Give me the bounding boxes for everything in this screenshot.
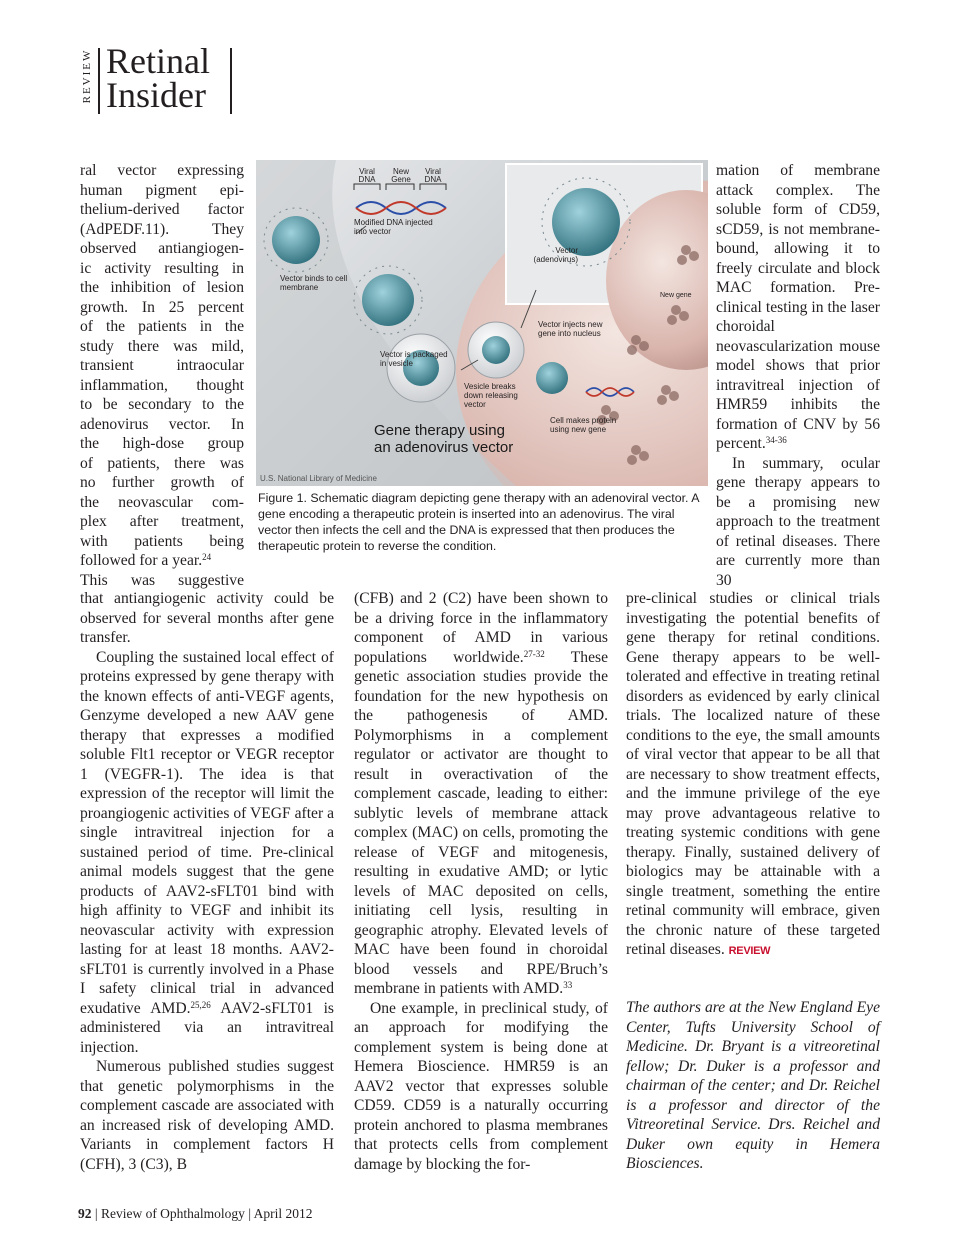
col1-line: with patients being: [80, 532, 244, 550]
col1-p2-text-a: Coupling the sustained local effect of proteins expressed by gene therapy with the known effects of anti-VEGF agents, Genzyme developed a new AAV gene therapy that expresses a modified soluble Flt1 receptor or VEGR receptor 1 (VEGFR-1). The idea is that expression of the receptor will limit the proangiogenic activities of VEGF after a single intravitreal injection for a sustained period of time. Pre-clinical animal models suggest that the gene products of AAV2-sFLT01 bind with high affinity to VEGF and inhibit its neovascular activity with expression lasting for at least 18 months. AAV2-sFLT01 is currently involved in a Phase I safety clinical trial in advanced exudative AMD.: [80, 648, 334, 1017]
col1-line: human pigment epi-: [80, 181, 244, 199]
vesicle-3: [536, 362, 568, 394]
col1-line: transient intraocular: [80, 357, 244, 374]
col1-line: no further growth of: [80, 474, 244, 491]
bracket-viral-dna-right: [420, 184, 446, 190]
label-vector-adenovirus: Vector (adenovirus): [533, 246, 578, 264]
label-binds-membrane: Vector binds to cell membrane: [280, 274, 348, 292]
label-new-gene-small: New gene: [660, 292, 692, 299]
col1-line: [80, 551, 244, 571]
bracket-viral-dna-left: [354, 184, 380, 190]
col3-p3-text: pre-clinical studies or clinical trials investigating the potential benefits of gene therapy for retinal conditions. Gene therapy appears to be well-tolerated and effective in treating retinal disorders as evidenced by early clinical trials. The localized nature of these conditions to the eye, the small amounts of viral vector that appear to be all that are necessary to show treatment effects, and the immune privilege of the eye may prove advantageous relative to treating systemic conditions with gene therapy. Finally, sustained delivery of biologics may be attainable with a single treatment, something the entire retinal community will embrace, given the chronic nature of these targeted retinal diseases.: [626, 590, 880, 958]
masthead-title-line1: Retinal: [106, 41, 210, 81]
bracket-new-gene: [386, 184, 414, 190]
journal-name: Review of Ophthalmology: [100, 1206, 245, 1221]
page-number: 92: [78, 1206, 92, 1221]
label-packaged-vesicle: Vector is packaged in vesicle: [380, 350, 448, 368]
reference-marker: 33: [563, 980, 573, 990]
col3-p1-text: mation of membrane attack complex. The soluble form of CD59, sCD59, is not membrane-bound, allowing it to freely circulate and block MAC formation. Pre-clinical testing in the laser choroidal neovascularization mouse model shows that prior intravitreal injection of HMR59 inhibits the formation of CNV by 56 percent.: [716, 162, 880, 452]
col1-line: (AdPEDF.11). They: [80, 220, 244, 238]
col1-line: ic activity resulting in: [80, 259, 244, 277]
col1-line: study there was mild,: [80, 337, 244, 355]
col1-line: inflammation, thought: [80, 376, 244, 394]
masthead: [78, 41, 238, 116]
col1-line: adenovirus vector. In: [80, 415, 244, 433]
col3-paragraph-2: In summary, ocular gene therapy appears to be a promising new approach to the treatment of retinal diseases. There are currently more than 30: [716, 454, 880, 589]
label-viral-dna-left: Viral DNA: [358, 167, 376, 184]
reference-marker: 25,26: [190, 999, 211, 1010]
reference-marker: 24: [202, 552, 212, 562]
col1-line: plex after treatment,: [80, 513, 244, 530]
col1-line: thelium-derived factor: [80, 201, 244, 218]
figure-title: [374, 422, 554, 456]
dna-strand-red: [356, 202, 446, 214]
label-modified-dna: Modified DNA injected into vector: [354, 218, 433, 236]
figure-title-line2: an adenovirus vector: [374, 439, 514, 456]
page-footer: [78, 1206, 313, 1222]
col1-paragraph-1: that antiangiogenic activity could be observed for several months after gene transfer.: [80, 590, 334, 646]
label-new-gene: New Gene: [391, 167, 411, 184]
col1-line: observed antiangiogen-: [80, 240, 244, 257]
figure-credit: U.S. National Library of Medicine: [260, 474, 377, 483]
author-byline: The authors are at the New England Eye Center, Tufts University School of Medicine. Dr. Bryant is a vitreoretinal fellow; Dr. Duker is a professor and chairman of the center; and Dr. Reichel is a professor and director of the Vitreoretinal Service. Drs. Reichel and Duker own equity in Hemera Biosciences.: [626, 999, 880, 1172]
col2-paragraph-1: [354, 589, 608, 999]
masthead-title-line2: Insider: [106, 75, 206, 115]
label-vesicle-breaks: Vesicle breaks down releasing vector: [464, 382, 518, 409]
label-injects-nucleus: Vector injects new gene into nucleus: [538, 320, 603, 338]
reference-marker: 27-32: [523, 648, 545, 659]
vesicle-1: [387, 334, 455, 402]
end-mark-review: REVIEW: [728, 945, 771, 957]
footer-separator-1: |: [94, 1206, 101, 1221]
col1-line: This was suggestive: [80, 571, 244, 589]
footer-separator-2: |: [248, 1206, 254, 1221]
column-3: [626, 589, 880, 962]
col1-line: the neovascular com-: [80, 493, 244, 511]
col1-line: the inhibition of lesion: [80, 279, 244, 296]
vesicle-2: [468, 322, 524, 378]
col3-paragraph-1: [716, 161, 880, 454]
masthead-title: [106, 41, 210, 115]
section-label: [78, 44, 96, 116]
reference-marker: 34-36: [765, 435, 787, 445]
col1-p2-text-b: AAV2-sFLT01 is administered via an intravitreal injection.: [80, 999, 334, 1056]
column-3-narrow: [716, 161, 880, 591]
col1-paragraph-3: Numerous published studies suggest that genetic polymorphisms in the complement cascade are associated with an increased risk of developing AMD. Variants in complement factors H (CFH), 3 (C3), B: [80, 1058, 334, 1173]
column-1: [80, 589, 334, 1174]
gene-therapy-figure: [256, 160, 708, 486]
col1-paragraph-2: [80, 648, 334, 1058]
col1-line: the high-dose group: [80, 435, 244, 452]
section-label-text: REVIEW: [81, 48, 93, 104]
masthead-divider-right: [230, 48, 232, 114]
col1-line: of patients, there was: [80, 454, 244, 472]
col3-paragraph-3: [626, 589, 880, 962]
dna-strand-blue: [356, 202, 446, 214]
col1-line: to be secondary to the: [80, 396, 244, 413]
col1-line: of the patients in the: [80, 318, 244, 335]
label-viral-dna-right: Viral DNA: [424, 167, 442, 184]
issue-date: April 2012: [253, 1206, 313, 1221]
col1-line: growth. In 25 percent: [80, 298, 244, 316]
label-makes-protein: Cell makes protein using new gene: [550, 416, 617, 434]
masthead-divider-left: [98, 48, 100, 114]
col2-paragraph-2: One example, in preclinical study, of an approach for modifying the complement system is being done at Hemera Bioscience. HMR59 is an AAV2 vector that expresses soluble CD59. CD59 is a naturally occurring protein anchored to plasma membranes that protects cells from complement damage by blocking the for-: [354, 999, 608, 1173]
col1-line-text: followed for a year.: [80, 552, 203, 569]
col2-p1-text-a: (CFB) and 2 (C2) have been shown to be a driving force in the inflammatory component of AMD in various populations worldwide.: [354, 590, 608, 666]
col1-line: ral vector expressing: [80, 162, 244, 179]
figure-title-line1: Gene therapy using: [374, 422, 505, 439]
column-2: [354, 589, 608, 1174]
figure-caption: Figure 1. Schematic diagram depicting gene therapy with an adenoviral vector. A gene encoding a therapeutic protein is inserted into an adenovirus. The viral vector then infects the cell and the DNA is expressed that then produces the therapeutic protein to reverse the condition.: [258, 491, 699, 553]
col2-p1-text-b: These genetic association studies provide the foundation for the new hypothesis on the pathogenesis of AMD. Polymorphisms in a complement regulator or activator are thought to result in overactivation of the complement cascade, leading to either: sublytic levels of membrane attack complex (MAC) on cells, promoting the release of VEGF and mitogenesis, resulting in exudative AMD; or lytic levels of MAC deposited on cells, initiating cell lysis, resulting in geographic atrophy. Elevated levels of MAC have been found in choroidal blood vessels and RPE/Bruch’s membrane in patients with AMD.: [354, 648, 608, 997]
column-1-narrow: [80, 161, 244, 590]
